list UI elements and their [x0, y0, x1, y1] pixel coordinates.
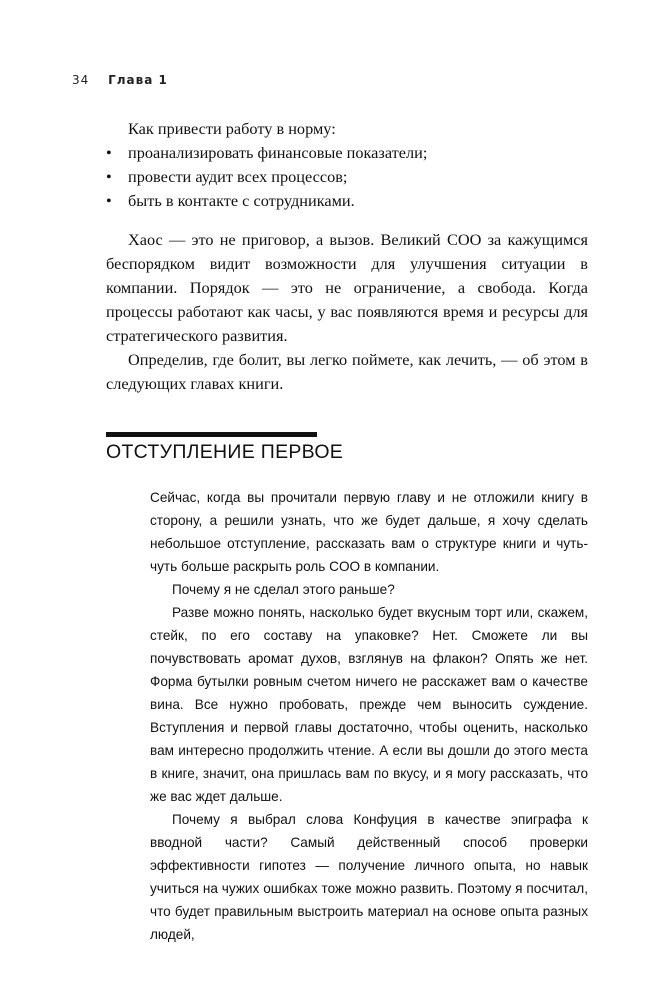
paragraph: Разве можно понять, насколько будет вкусным торт или, скажем, стейк, по его составу на упаковке? Нет. Сможете ли вы почувствовать аромат духов, взглянув на флакон? Опять же нет. Форма бутылки ровным счетом ничего не расскажет вам о качестве вина. Все нужно пробовать, прежде чем выносить суждение. Вступления и первой главы достаточно, чтобы оценить, насколько вам интересно продолжить чтение. А если вы дошли до этого места в книге, значит, она пришлась вам по вкусу, и я могу рассказать, что же вас ждет дальше. [150, 605, 588, 804]
page-number: 34 [72, 73, 90, 87]
intro-lead: Как привести работу в норму: [128, 119, 336, 138]
bullet-item: • проанализировать финансовые показатели; [106, 141, 588, 165]
main-text [106, 228, 588, 396]
paragraph: Хаос — это не приговор, а вызов. Великий COO за кажущимся беспорядком видит возможности для улучшения ситуации в компании. Порядок — это не ограничение, а свобода. Когда процессы работают как часы, у вас появляются время и ресурсы для стратегического развития. [106, 230, 588, 345]
paragraph: Сейчас, когда вы прочитали первую главу и не отложили книгу в сторону, а решили узнать, что же будет дальше, я хочу сделать небольшое отступление, рассказать вам о структуре книги и чуть-чуть больше раскрыть роль COO в компании. [150, 490, 588, 574]
paragraph: Почему я не сделал этого раньше? [172, 582, 395, 597]
bullet-item: • быть в контакте с сотрудниками. [106, 189, 588, 213]
paragraph: Определив, где болит, вы легко поймете, как лечить, — об этом в следующих главах книги. [106, 350, 588, 393]
digression-body [150, 486, 588, 946]
bullet-item: • провести аудит всех процессов; [106, 165, 588, 189]
section-rule [106, 432, 317, 437]
bullet-list [106, 141, 588, 213]
intro-block [106, 117, 588, 213]
chapter-label: Глава 1 [108, 73, 168, 87]
section-title: ОТСТУПЛЕНИЕ ПЕРВОЕ [106, 441, 344, 463]
paragraph: Почему я выбрал слова Конфуция в качестве эпиграфа к вводной части? Самый действенный способ проверки эффективности гипотез — получение личного опыта, но навык учиться на чужих ошибках тоже можно развить. Поэтому я посчитал, что будет правильным выстроить материал на основе опыта разных людей, [150, 812, 588, 942]
running-header [72, 73, 168, 87]
